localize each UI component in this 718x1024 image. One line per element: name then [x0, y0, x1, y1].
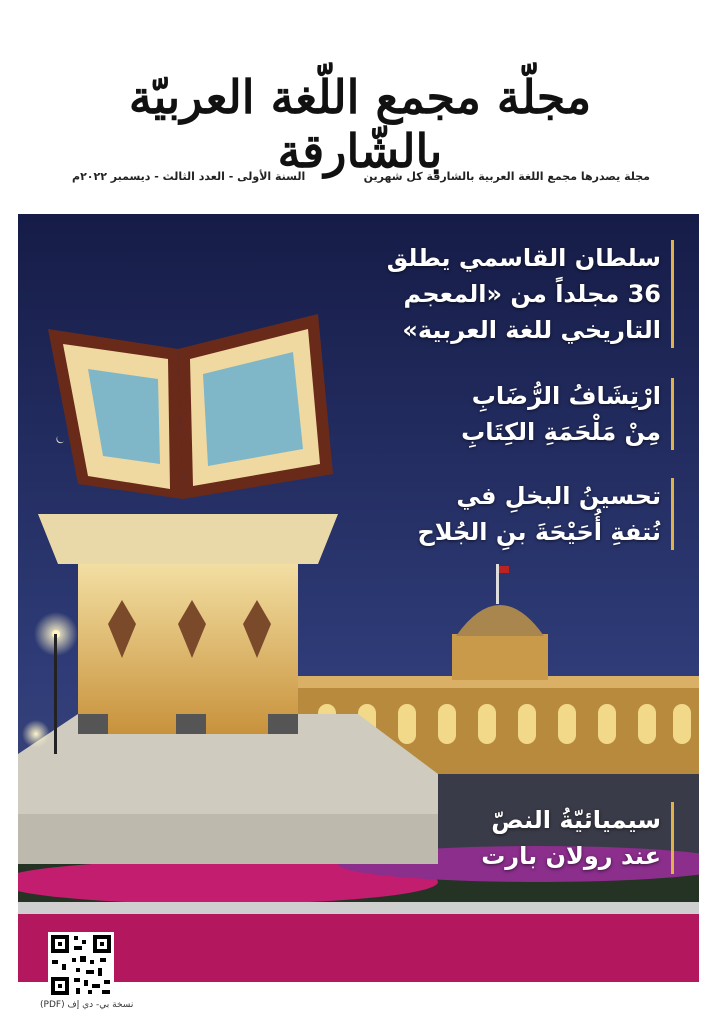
headline-line: مِنْ مَلْحَمَةِ الكِتَابِ [461, 418, 661, 446]
qr-code[interactable] [48, 932, 114, 998]
headline-semiotics[interactable] [481, 802, 674, 874]
headline-line: ارْتِشَافُ الرُّضَابِ [471, 382, 661, 410]
pdf-version-note: نسخة بي- دي إف (PDF) [40, 1000, 134, 1010]
headline-dictionary[interactable] [387, 240, 674, 348]
headline-line: سيميائيّةُ النصّ [491, 806, 661, 834]
qr-code-icon [48, 932, 114, 998]
headline-epic[interactable] [461, 378, 674, 450]
issue-info: السنة الأولى - العدد الثالث - ديسمبر ٢٠٢٢م [72, 170, 306, 183]
headline-line: نُتفةِ أُحَيْحَةَ بنِ الجُلاح [417, 518, 661, 546]
headline-line: تحسينُ البخلِ في [456, 482, 661, 510]
headline-line: سلطان القاسمي يطلق [386, 244, 661, 272]
headline-stinginess[interactable] [417, 478, 674, 550]
magazine-tagline: مجلة يصدرها مجمع اللغة العربية بالشارقة كل شهرين [363, 170, 650, 183]
headline-line: 36 مجلداً من «المعجم [403, 280, 661, 308]
magazine-title: مجلّة مجمع اللّغة العربيّة بالشّارقة [128, 70, 592, 178]
headline-line: عند رولان بارت [481, 842, 661, 870]
headline-line: التاريخي للغة العربية» [402, 316, 661, 344]
